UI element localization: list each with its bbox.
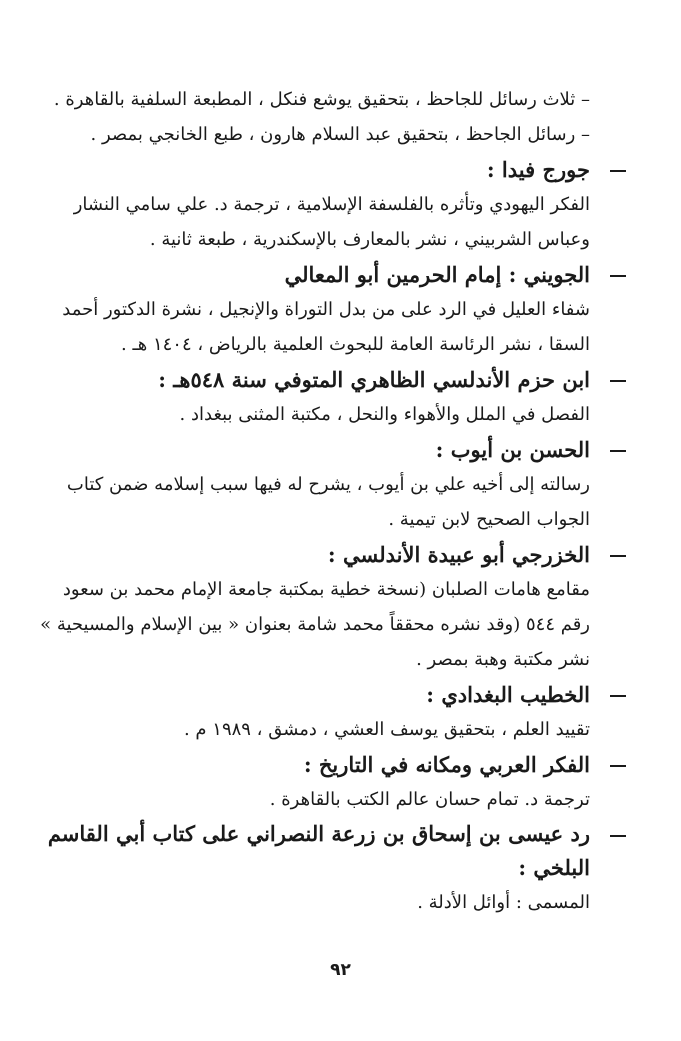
entry-hasan-ibn-ayyub bbox=[40, 432, 590, 537]
entry-line: وعباس الشربيني ، نشر بالمعارف بالإسكندرية ، طبعة ثانية . bbox=[149, 229, 590, 250]
entry-line: شفاء العليل في الرد على من بدل التوراة والإنجيل ، نشرة الدكتور أحمد bbox=[62, 299, 590, 320]
entry-line: نشر مكتبة وهبة بمصر . bbox=[416, 649, 590, 670]
entry-arab-thought bbox=[40, 747, 590, 817]
entry-line: المسمى : أوائل الأدلة . bbox=[417, 892, 590, 913]
entry-dash bbox=[610, 450, 626, 452]
entry-line: ترجمة د. تمام حسان عالم الكتب بالقاهرة . bbox=[269, 789, 590, 810]
page-number: ٩٢ bbox=[330, 960, 351, 980]
entry-dash bbox=[610, 275, 626, 277]
entry-line: رسالته إلى أخيه علي بن أيوب ، يشرح له فيها سبب إسلامه ضمن كتاب bbox=[66, 474, 590, 495]
entry-heading: الجويني : إمام الحرمين أبو المعالي bbox=[284, 262, 590, 287]
entry-line: الفصل في الملل والأهواء والنحل ، مكتبة المثنى ببغداد . bbox=[179, 404, 590, 425]
entry-dash bbox=[610, 695, 626, 697]
entry-juwayni bbox=[40, 257, 590, 362]
entry-heading: الخطيب البغدادي : bbox=[426, 682, 590, 707]
entry-line: الجواب الصحيح لابن تيمية . bbox=[388, 509, 590, 530]
entry-khazraji bbox=[40, 537, 590, 677]
entry-dash bbox=[610, 835, 626, 837]
entry-line: السقا ، نشر الرئاسة العامة للبحوث العلمية بالرياض ، ١٤٠٤ هـ . bbox=[121, 334, 590, 355]
bibliography-list bbox=[40, 82, 590, 920]
entry-ibn-hazm bbox=[40, 362, 590, 432]
entry-heading: ابن حزم الأندلسي الظاهري المتوفي سنة ٥٤٨هـ : bbox=[158, 367, 590, 392]
entry-george-vajda bbox=[40, 152, 590, 257]
entry-line: مقامع هامات الصلبان (نسخة خطية بمكتبة جامعة الإمام محمد بن سعود bbox=[62, 579, 590, 600]
entry-line: رقم ٥٤٤ (وقد نشره محققاً محمد شامة بعنوان « بين الإسلام والمسيحية » bbox=[40, 614, 590, 635]
entry-line: الفكر اليهودي وتأثره بالفلسفة الإسلامية ، ترجمة د. علي سامي النشار bbox=[73, 194, 590, 215]
entry-heading: جورج فيدا : bbox=[486, 157, 590, 182]
entry-dash bbox=[610, 380, 626, 382]
entry-heading: الخزرجي أبو عبيدة الأندلسي : bbox=[327, 542, 590, 567]
intro-line-1: – ثلاث رسائل للجاحظ ، بتحقيق يوشع فنكل ، المطبعة السلفية بالقاهرة . bbox=[53, 89, 590, 110]
entry-isa-ibn-ishaq bbox=[40, 817, 590, 920]
entry-heading: رد عيسى بن إسحاق بن زرعة النصراني على كتاب أبي القاسم البلخي : bbox=[47, 821, 590, 880]
entry-dash bbox=[610, 555, 626, 557]
entry-line: تقييد العلم ، بتحقيق يوسف العشي ، دمشق ، ١٩٨٩ م . bbox=[183, 719, 590, 740]
entry-heading: الفكر العربي ومكانه في التاريخ : bbox=[303, 752, 590, 777]
intro-line-2: – رسائل الجاحظ ، بتحقيق عبد السلام هارون ، طبع الخانجي بمصر . bbox=[90, 124, 590, 145]
entry-heading: الحسن بن أيوب : bbox=[435, 437, 590, 462]
entry-dash bbox=[610, 170, 626, 172]
entry-khatib-baghdadi bbox=[40, 677, 590, 747]
entry-dash bbox=[610, 765, 626, 767]
